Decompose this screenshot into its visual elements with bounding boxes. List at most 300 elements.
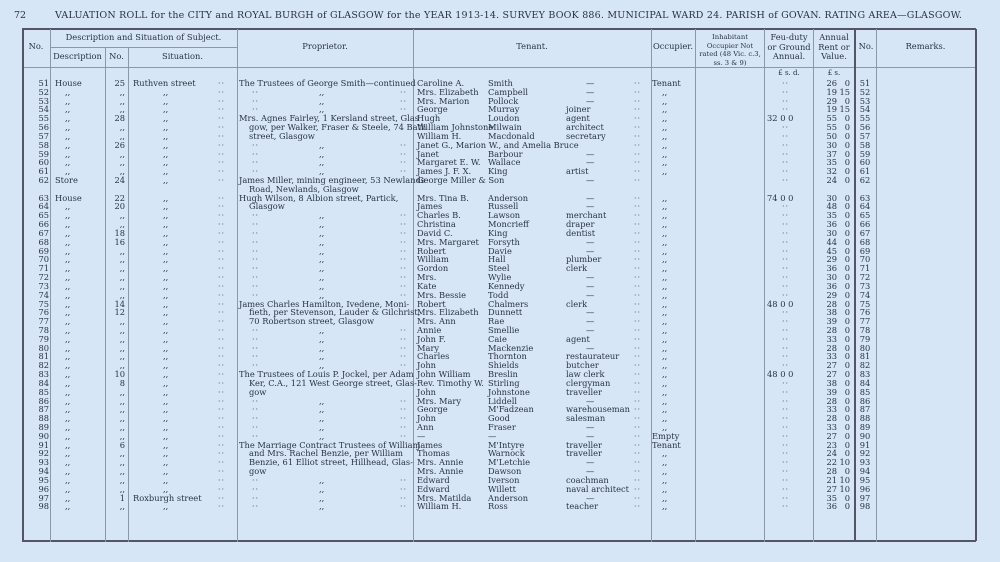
row-number: 67 xyxy=(38,227,49,238)
description: ,, xyxy=(65,404,71,415)
occupier: ,, xyxy=(662,492,668,503)
proprietor: ,, xyxy=(319,342,325,353)
rent-shillings: 0 xyxy=(844,254,850,265)
row-number-right: 73 xyxy=(859,280,871,291)
header-feu-duty: Feu-duty or Ground Annual. xyxy=(767,32,811,61)
proprietor-leader: ·· xyxy=(400,502,408,512)
occupier: ,, xyxy=(662,227,668,238)
row-number-right: 93 xyxy=(859,457,871,468)
rent-shillings: 0 xyxy=(844,130,850,141)
tenant-surname: Warnock xyxy=(488,448,525,459)
situation-leader: ·· xyxy=(218,105,226,115)
header-no: No. xyxy=(28,41,44,51)
tenant-first-name: Mary xyxy=(417,342,440,353)
rent-shillings: 0 xyxy=(844,439,850,450)
header-no-right: No. xyxy=(858,41,874,51)
situation-leader: ·· xyxy=(218,361,226,371)
house-number: ,, xyxy=(119,448,125,459)
proprietor: ,, xyxy=(319,245,325,256)
feu-leader: ·· xyxy=(782,308,790,318)
tenant-surname: Rae xyxy=(488,316,505,327)
tenant-first-name: James xyxy=(417,201,443,212)
tenant-surname: Ross xyxy=(488,501,508,512)
situation-leader: ·· xyxy=(218,87,226,97)
rent-pounds: 22 xyxy=(826,457,837,468)
situation: ,, xyxy=(163,130,169,141)
row-number-right: 74 xyxy=(859,289,871,300)
proprietor: ,, xyxy=(319,430,325,441)
rent-shillings: 0 xyxy=(844,192,850,203)
proprietor: Benzie, 61 Elliot street, Hillhead, Glas- xyxy=(249,457,413,468)
rent-shillings: 0 xyxy=(844,210,850,221)
feu-leader: ·· xyxy=(782,493,790,503)
description: ,, xyxy=(65,457,71,468)
rent-pounds: 23 xyxy=(826,439,837,450)
tenant-first-name: William H. xyxy=(417,501,462,512)
proprietor-leader: ·· xyxy=(252,264,260,274)
tenant-first-name: Mrs. Annie xyxy=(417,457,464,468)
col-divider xyxy=(128,47,129,542)
row-number: 85 xyxy=(38,386,49,397)
situation-leader: ·· xyxy=(218,79,226,88)
house-number: 1 xyxy=(119,492,125,503)
tenant-leader: ·· xyxy=(634,105,642,115)
rent-pounds: 32 xyxy=(826,166,837,177)
description: ,, xyxy=(65,139,71,150)
tenant-occupation: coachman xyxy=(566,474,609,485)
tenant-first-name: John William xyxy=(417,369,471,380)
row-number-right: 56 xyxy=(859,122,871,133)
house-number: ,, xyxy=(119,351,125,362)
situation: ,, xyxy=(163,95,169,106)
feu-leader: ·· xyxy=(782,228,790,238)
row-number-right: 57 xyxy=(859,130,871,141)
proprietor: fieth, per Stevenson, Lauder & Gilchrist, xyxy=(249,307,421,318)
row-number: 63 xyxy=(38,192,49,203)
house-number: ,, xyxy=(119,95,125,106)
tenant-leader: ·· xyxy=(634,79,642,88)
proprietor-leader: ·· xyxy=(400,422,408,432)
proprietor: ,, xyxy=(319,404,325,415)
situation-leader: ·· xyxy=(218,228,226,238)
row-number-right: 69 xyxy=(859,245,871,256)
tenant-surname: — xyxy=(488,430,497,441)
row-number-right: 66 xyxy=(859,219,871,230)
tenant-leader: ·· xyxy=(634,228,642,238)
proprietor-leader: ·· xyxy=(400,273,408,283)
row-number-right: 83 xyxy=(859,369,871,380)
tenant-first-name: — xyxy=(417,430,426,441)
house-number: ,, xyxy=(119,122,125,133)
rent-shillings: 0 xyxy=(844,298,850,309)
rent-pounds: 39 xyxy=(826,386,837,397)
rent-shillings: 0 xyxy=(844,466,850,477)
header-annual-rent: Annual Rent or Value. xyxy=(818,32,850,61)
situation: ,, xyxy=(163,404,169,415)
header-number: No. xyxy=(109,51,124,61)
situation-leader: ·· xyxy=(218,467,226,477)
rent-pounds: 27 xyxy=(826,369,837,380)
header-situation: Situation. xyxy=(162,51,203,61)
row-number: 68 xyxy=(38,236,49,247)
tenant-leader: ·· xyxy=(634,308,642,318)
proprietor: ,, xyxy=(319,227,325,238)
row-number: 96 xyxy=(38,483,49,494)
proprietor: ,, xyxy=(319,263,325,274)
feu-leader: ·· xyxy=(782,246,790,256)
tenant-occupation: law clerk xyxy=(566,369,605,380)
description: House xyxy=(55,78,82,88)
house-number: ,, xyxy=(119,219,125,230)
tenant-leader: ·· xyxy=(634,325,642,335)
proprietor-leader: ·· xyxy=(252,361,260,371)
row-number-right: 65 xyxy=(859,210,871,221)
row-number-right: 54 xyxy=(859,104,871,115)
feu-leader: ·· xyxy=(782,149,790,159)
row-number: 75 xyxy=(38,298,49,309)
situation: ,, xyxy=(163,333,169,344)
tenant-first-name: Gordon xyxy=(417,263,449,274)
table-top-border xyxy=(22,28,976,30)
proprietor-leader: ·· xyxy=(400,237,408,247)
row-number-right: 89 xyxy=(859,421,871,432)
house-number: 10 xyxy=(114,369,125,380)
proprietor-leader: ·· xyxy=(252,228,260,238)
description: ,, xyxy=(65,430,71,441)
tenant-surname: King xyxy=(488,227,508,238)
tenant-first-name: Kate xyxy=(417,280,437,291)
proprietor-leader: ·· xyxy=(252,140,260,150)
proprietor-leader: ·· xyxy=(252,405,260,415)
row-number: 76 xyxy=(38,307,49,318)
rent-pounds: 27 xyxy=(826,430,837,441)
rent-pounds: 39 xyxy=(826,316,837,327)
occupier: ,, xyxy=(662,395,668,406)
rent-pounds: 29 xyxy=(826,254,837,265)
situation-leader: ·· xyxy=(218,308,226,318)
tenant-leader: ·· xyxy=(634,237,642,247)
situation-leader: ·· xyxy=(218,167,226,177)
proprietor: ,, xyxy=(319,104,325,115)
proprietor-leader: ·· xyxy=(252,105,260,115)
tenant-occupation: — xyxy=(586,421,595,432)
situation-leader: ·· xyxy=(218,378,226,388)
tenant-leader: ·· xyxy=(634,361,642,371)
row-number: 72 xyxy=(38,272,49,283)
tenant-leader: ·· xyxy=(634,176,642,186)
feu-leader: ·· xyxy=(782,158,790,168)
tenant-first-name: John xyxy=(417,413,437,424)
proprietor: ,, xyxy=(319,324,325,335)
description: ,, xyxy=(65,448,71,459)
proprietor-leader: ·· xyxy=(252,220,260,230)
occupier: ,, xyxy=(662,466,668,477)
situation-leader: ·· xyxy=(218,325,226,335)
proprietor-leader: ·· xyxy=(400,246,408,256)
proprietor-leader: ·· xyxy=(252,352,260,362)
description: ,, xyxy=(65,95,71,106)
feu-leader: ·· xyxy=(782,105,790,115)
tenant-occupation: plumber xyxy=(566,254,602,265)
proprietor-leader: ·· xyxy=(400,167,408,177)
tenant-first-name: Charles B. xyxy=(417,210,461,221)
situation: ,, xyxy=(163,219,169,230)
rent-shillings: 0 xyxy=(844,333,850,344)
rent-pounds: 50 xyxy=(826,130,837,141)
house-number: ,, xyxy=(119,395,125,406)
rent-units: £ s. xyxy=(827,69,841,77)
description: ,, xyxy=(65,86,71,97)
occupier: ,, xyxy=(662,457,668,468)
situation-leader: ·· xyxy=(218,299,226,309)
situation: ,, xyxy=(163,501,169,512)
situation: ,, xyxy=(163,104,169,115)
tenant-leader: ·· xyxy=(634,158,642,168)
row-number: 52 xyxy=(38,86,49,97)
row-number-right: 98 xyxy=(859,501,871,512)
tenant-surname: M'Fadzean xyxy=(488,404,534,415)
table-bottom-border xyxy=(22,540,976,542)
feu-leader: ·· xyxy=(782,255,790,265)
row-number: 98 xyxy=(38,501,49,512)
situation: ,, xyxy=(163,175,169,186)
tenant-leader: ·· xyxy=(634,449,642,459)
rent-pounds: 28 xyxy=(826,395,837,406)
header-description: Description xyxy=(53,51,102,61)
situation: ,, xyxy=(163,439,169,450)
tenant-leader: ·· xyxy=(634,475,642,485)
feu-leader: ·· xyxy=(782,449,790,459)
rent-pounds: 36 xyxy=(826,263,837,274)
proprietor: ,, xyxy=(319,86,325,97)
proprietor: ,, xyxy=(319,157,325,168)
tenant-surname: Liddell xyxy=(488,395,518,406)
feu-leader: ·· xyxy=(782,325,790,335)
tenant-surname: Lawson xyxy=(488,210,521,221)
proprietor-leader: ·· xyxy=(252,255,260,265)
tenant-occupation: agent xyxy=(566,333,590,344)
tenant-occupation: — xyxy=(586,78,595,88)
rent-pounds: 26 xyxy=(826,78,837,88)
col-divider xyxy=(413,29,414,542)
proprietor-leader: ·· xyxy=(400,325,408,335)
house-number: ,, xyxy=(119,466,125,477)
proprietor-leader: ·· xyxy=(400,414,408,424)
proprietor: Hugh Wilson, 8 Albion street, Partick, xyxy=(239,192,399,203)
feu-leader: ·· xyxy=(782,96,790,106)
tenant-surname: Hall xyxy=(488,254,506,265)
description: ,, xyxy=(65,474,71,485)
tenant-leader: ·· xyxy=(634,167,642,177)
situation: ,, xyxy=(163,466,169,477)
proprietor: ,, xyxy=(319,236,325,247)
header-occupier: Occupier. xyxy=(652,41,693,51)
situation: ,, xyxy=(163,483,169,494)
house-number: ,, xyxy=(119,148,125,159)
tenant-leader: ·· xyxy=(634,458,642,468)
house-number: ,, xyxy=(119,254,125,265)
house-number: ,, xyxy=(119,421,125,432)
row-number: 79 xyxy=(38,333,49,344)
tenant-leader: ·· xyxy=(634,220,642,230)
tenant-surname: M'Letchie xyxy=(488,457,531,468)
row-number-right: 76 xyxy=(859,307,871,318)
house-number: ,, xyxy=(119,333,125,344)
tenant-occupation: joiner xyxy=(566,104,591,115)
proprietor: ,, xyxy=(319,474,325,485)
occupier: ,, xyxy=(662,139,668,150)
row-number: 56 xyxy=(38,122,49,133)
tenant-first-name: William xyxy=(417,254,449,265)
feu-leader: ·· xyxy=(782,422,790,432)
description: ,, xyxy=(65,166,71,177)
row-number: 51 xyxy=(38,78,49,88)
situation-leader: ·· xyxy=(218,202,226,212)
tenant-first-name: James xyxy=(417,439,443,450)
tenant-occupation: — xyxy=(586,316,595,327)
tenant-first-name: Mrs. Margaret xyxy=(417,236,479,247)
occupier: ,, xyxy=(662,122,668,133)
occupier: ,, xyxy=(662,86,668,97)
proprietor-leader: ·· xyxy=(252,431,260,441)
row-number: 88 xyxy=(38,413,49,424)
tenant-occupation: agent xyxy=(566,113,590,124)
header-tenant: Tenant. xyxy=(516,41,548,51)
situation-leader: ·· xyxy=(218,387,226,397)
proprietor: ,, xyxy=(319,501,325,512)
situation: ,, xyxy=(163,192,169,203)
proprietor-leader: ·· xyxy=(252,475,260,485)
description: ,, xyxy=(65,413,71,424)
tenant-leader: ·· xyxy=(634,317,642,327)
proprietor-leader: ·· xyxy=(252,422,260,432)
house-number: 12 xyxy=(114,307,125,318)
tenant-first-name: Charles xyxy=(417,351,450,362)
page-number: 72 xyxy=(14,10,27,21)
tenant-first-name: Mrs. Mary xyxy=(417,395,462,406)
tenant-leader: ·· xyxy=(634,114,642,124)
description: ,, xyxy=(65,245,71,256)
occupier: ,, xyxy=(662,245,668,256)
occupier: ,, xyxy=(662,360,668,371)
situation: ,, xyxy=(163,227,169,238)
tenant-occupation: — xyxy=(586,324,595,335)
house-number: ,, xyxy=(119,360,125,371)
proprietor: ,, xyxy=(319,219,325,230)
tenant-leader: ·· xyxy=(634,202,642,212)
situation-leader: ·· xyxy=(218,264,226,274)
situation: ,, xyxy=(163,236,169,247)
tenant-leader: ·· xyxy=(634,149,642,159)
situation: ,, xyxy=(163,263,169,274)
tenant-leader: ·· xyxy=(634,370,642,380)
situation-leader: ·· xyxy=(218,158,226,168)
tenant-occupation: — xyxy=(586,95,595,106)
description: ,, xyxy=(65,227,71,238)
situation-leader: ·· xyxy=(218,220,226,230)
tenant-occupation: merchant xyxy=(566,210,607,221)
row-number-right: 94 xyxy=(859,466,871,477)
occupier: ,, xyxy=(662,483,668,494)
occupier: Tenant xyxy=(652,439,681,450)
row-number-right: 51 xyxy=(859,78,871,88)
tenant-occupation: — xyxy=(586,86,595,97)
description: ,, xyxy=(65,236,71,247)
occupier: ,, xyxy=(662,316,668,327)
proprietor: gow xyxy=(249,386,267,397)
proprietor-leader: ·· xyxy=(400,87,408,97)
tenant-surname: Anderson xyxy=(488,192,529,203)
tenant-leader: ·· xyxy=(634,264,642,274)
house-number: ,, xyxy=(119,404,125,415)
situation-leader: ·· xyxy=(218,396,226,406)
proprietor: gow xyxy=(249,466,267,477)
situation-leader: ·· xyxy=(218,484,226,494)
tenant-surname: Anderson xyxy=(488,492,529,503)
situation: ,, xyxy=(163,474,169,485)
situation: ,, xyxy=(163,342,169,353)
situation-leader: ·· xyxy=(218,502,226,512)
rent-pounds: 33 xyxy=(826,333,837,344)
feu-leader: ·· xyxy=(782,317,790,327)
tenant-occupation: butcher xyxy=(566,360,599,371)
description: ,, xyxy=(65,377,71,388)
house-number: ,, xyxy=(119,245,125,256)
rent-shillings: 0 xyxy=(844,369,850,380)
rent-pounds: 24 xyxy=(826,175,837,186)
proprietor-leader: ·· xyxy=(400,158,408,168)
feu-leader: ·· xyxy=(782,458,790,468)
header-subrule xyxy=(50,47,237,48)
tenant-occupation: — xyxy=(586,457,595,468)
feu-leader: ·· xyxy=(782,264,790,274)
row-number: 65 xyxy=(38,210,49,221)
situation-leader: ·· xyxy=(218,237,226,247)
tenant-surname: M'Intyre xyxy=(488,439,525,450)
tenant-leader: ·· xyxy=(634,440,642,450)
row-number: 81 xyxy=(38,351,49,362)
situation-leader: ·· xyxy=(218,317,226,327)
feu-leader: ·· xyxy=(782,334,790,344)
tenant-leader: ·· xyxy=(634,281,642,291)
tenant-occupation: — xyxy=(586,289,595,300)
row-number-right: 68 xyxy=(859,236,871,247)
situation-leader: ·· xyxy=(218,334,226,344)
row-number-right: 92 xyxy=(859,448,871,459)
row-number-right: 55 xyxy=(859,113,871,124)
tenant-first-name: Mrs. Bessie xyxy=(417,289,467,300)
occupier: ,, xyxy=(662,148,668,159)
feu-leader: ·· xyxy=(782,405,790,415)
description: ,, xyxy=(65,157,71,168)
tenant-leader: ·· xyxy=(634,387,642,397)
tenant-first-name: Robert xyxy=(417,298,446,309)
rent-pounds: 28 xyxy=(826,466,837,477)
feu-duty: 32 0 0 xyxy=(767,113,794,124)
situation: ,, xyxy=(163,166,169,177)
tenant-leader: ·· xyxy=(634,334,642,344)
proprietor-leader: ·· xyxy=(252,211,260,221)
description: ,, xyxy=(65,210,71,221)
row-number: 80 xyxy=(38,342,49,353)
situation-leader: ·· xyxy=(218,273,226,283)
description: ,, xyxy=(65,280,71,291)
header-proprietor: Proprietor. xyxy=(302,41,348,51)
header-remarks: Remarks. xyxy=(905,41,946,51)
description: ,, xyxy=(65,122,71,133)
header-inhabitant-occupier: Inhabitant Occupier Not rated (48 Vic. c.3, ss. 3 & 9) xyxy=(699,33,761,67)
row-number-right: 96 xyxy=(859,483,871,494)
